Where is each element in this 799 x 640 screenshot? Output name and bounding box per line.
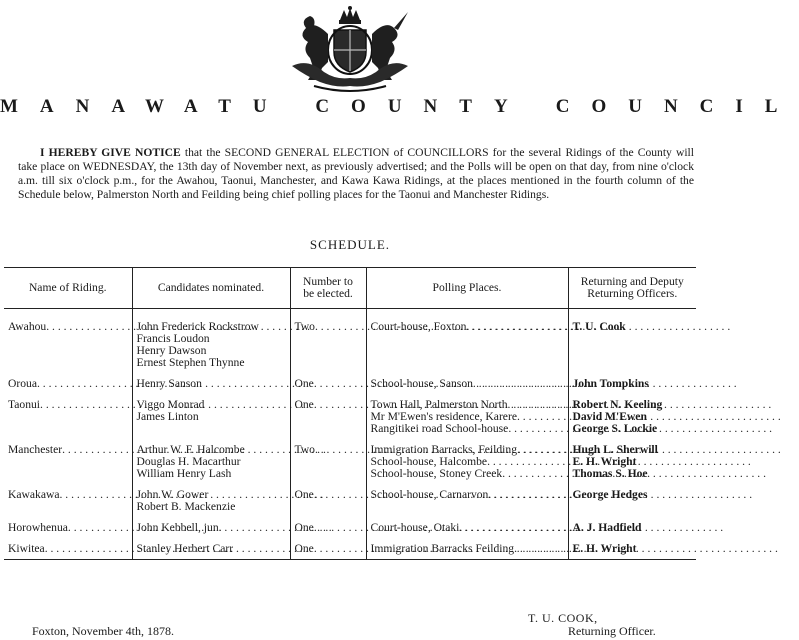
riding-name: Kawakawa . . . [8,489,128,501]
number-to-elect: Two . . . [295,321,362,333]
royal-coat-of-arms-icon [284,6,416,90]
header-candidates: Candidates nominated. [132,268,290,309]
number-cell [290,489,366,522]
returning-officer: E. H. Wright [572,542,637,555]
candidate-name: James Linton [136,410,199,423]
header-riding: Name of Riding. [4,268,132,309]
riding-name: Oroua . . . [8,378,128,390]
polling-place: School-house, Sanson . . . [371,378,564,390]
place-date: Foxton, November 4th, 1878. [32,624,174,638]
polling-cell [366,543,568,560]
polling-cell [366,444,568,489]
signature-block [528,612,688,638]
number-to-elect: One . . . [295,489,362,501]
candidate-name: Robert B. Mackenzie [136,500,236,513]
polling-place: Rangitikei road School-house . . . [371,423,564,435]
candidate-name: Ernest Stephen Thynne [136,356,245,369]
polling-place: Court-house, Foxton . . . [371,321,564,333]
table-row [4,378,696,399]
officers-cell [568,309,696,379]
riding-cell [4,444,132,489]
riding-cell [4,522,132,543]
polling-place: Mr M'Ewen's residence, Karere . . . [371,411,564,423]
number-cell [290,378,366,399]
table-row [4,489,696,522]
document-title: MANAWATU COUNTY COUNCIL [0,96,799,117]
signature: T. U. COOK, [528,611,598,625]
returning-officer: Hugh L. Sherwill [572,443,658,456]
candidate-name: Viggo Monrad [136,398,205,411]
number-cell [290,543,366,560]
candidate-name: Douglas H. Macarthur [136,455,241,468]
riding-cell [4,399,132,444]
notice-lead: I HEREBY GIVE NOTICE [40,146,181,159]
riding-name: Manchester . . . [8,444,128,456]
polling-place: School-house, Stoney Creek . . . [371,468,564,480]
polling-place: School-house, Halcombe . . . [371,456,564,468]
polling-place: School-house, Carnarvon . . . [371,489,564,501]
number-to-elect: One . . . [295,399,362,411]
candidate-name: Stanley Herbert Carr [136,542,234,555]
header-number: Number to be elected. [290,268,366,309]
returning-officer: T. U. Cook [572,320,626,333]
polling-cell [366,522,568,543]
number-to-elect: One . . . [295,543,362,555]
riding-name: Horowhenua . . . [8,522,128,534]
returning-officer: David M'Ewen [572,410,647,423]
returning-officer: E. H. Wright [572,455,637,468]
candidate-name: Arthur W. F. Halcombe [136,443,245,456]
table-row [4,444,696,489]
returning-officer: Robert N. Keeling [572,398,663,411]
candidate-name: John W. Gower [136,488,209,501]
notice-paragraph [18,146,694,202]
candidate-name: William Henry Lash [136,467,232,480]
polling-cell [366,309,568,379]
returning-officer: John Tompkins [572,377,649,390]
number-cell [290,399,366,444]
number-to-elect: One . . . [295,378,362,390]
returning-officer: George Hedges [572,488,648,501]
riding-name: Kiwitea . . . [8,543,128,555]
schedule-heading: SCHEDULE. [309,237,391,252]
riding-cell [4,378,132,399]
number-cell [290,444,366,489]
riding-cell [4,489,132,522]
returning-officer: A. J. Hadfield [572,521,642,534]
riding-name: Taonui . . . [8,399,128,411]
table-row [4,309,696,379]
returning-officer: George S. Lockie [572,422,658,435]
candidate-name: Francis Loudon [136,332,210,345]
number-to-elect: One . . . [295,522,362,534]
number-to-elect: Two . . . [295,444,362,456]
riding-cell [4,309,132,379]
notice-text: that the SECOND GENERAL ELECTION of COUNCILLORS for the several Ridings of the County will take place on WEDNESDAY, the 13th day of November next, as previously advertised; and the Polls will be open on that day, from nine o'clock a.m. till six o'clock p.m., for the Awahou, Taonui, Manchester, and Kawa Kawa Ridings, at the places mentioned in the fourth column of the Schedule below, Palmerston North and Feilding being chief polling places for the Taonui and Manchester Ridings. [18,146,694,201]
header-officers: Returning and Deputy Returning Officers. [568,268,696,309]
candidate-name: John Kebbell, jun. [136,521,222,534]
table-row [4,399,696,444]
schedule-body [4,309,696,560]
polling-cell [366,489,568,522]
riding-cell [4,543,132,560]
number-cell [290,309,366,379]
polling-place: Town Hall, Palmerston North . . . [371,399,564,411]
candidate-name: John Frederick Rockstrow [136,320,259,333]
polling-place: Immigration Barracks Feilding . . . [371,543,564,555]
polling-cell [366,399,568,444]
returning-officer: Thomas S. Hoe [572,467,648,480]
signature-role: Returning Officer. [568,624,656,638]
candidate-name: Henry Sanson [136,377,202,390]
riding-name: Awahou . . . [8,321,128,333]
table-row [4,543,696,560]
candidate-name: Henry Dawson [136,344,207,357]
table-header-row [4,268,696,309]
polling-cell [366,378,568,399]
header-polling: Polling Places. [366,268,568,309]
polling-place: Immigration Barracks, Feilding . . . [371,444,564,456]
table-row [4,522,696,543]
number-cell [290,522,366,543]
schedule-table [4,267,696,560]
polling-place: Court-house, Otaki . . . [371,522,564,534]
candidates-cell [132,309,290,379]
